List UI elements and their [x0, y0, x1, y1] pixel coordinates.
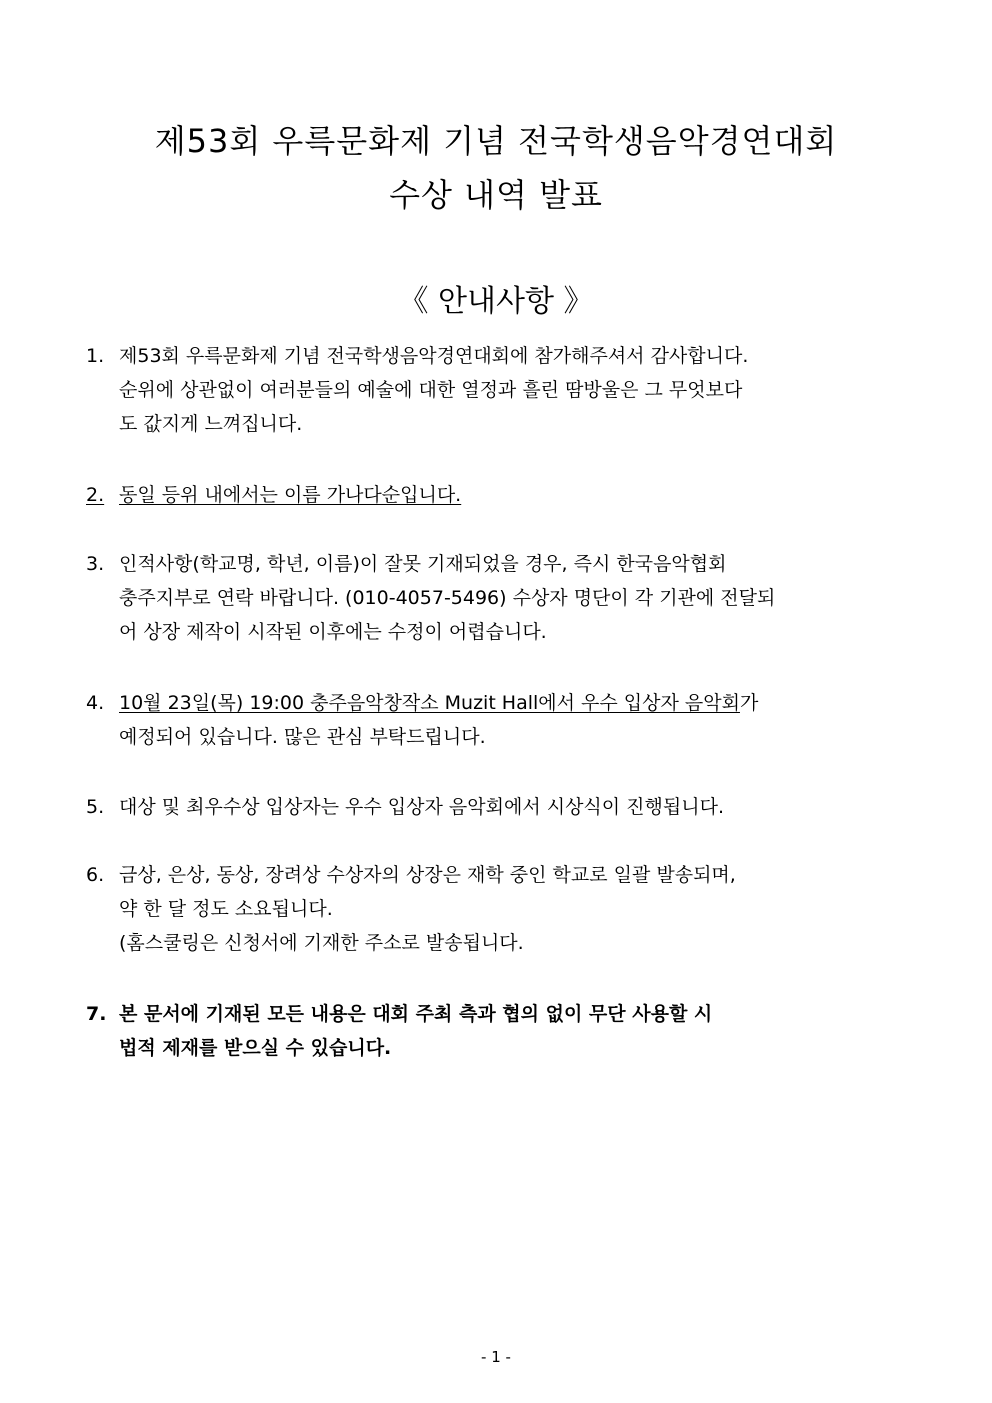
item-number: 3.: [86, 553, 105, 575]
underlined-text: 동일 등위 내에서는 이름 가나다순입니다.: [119, 484, 462, 506]
item-number: 1.: [86, 345, 105, 367]
document-title-line-2: 수상 내역 발표: [389, 176, 603, 214]
notice-item-3: [86, 547, 916, 649]
item-line: 도 값지게 느껴집니다.: [119, 413, 303, 435]
notice-item-4: [86, 686, 916, 754]
notice-item-2: [86, 478, 916, 512]
item-number: 7.: [86, 1003, 107, 1025]
item-number: 2.: [86, 484, 105, 506]
notice-heading: 《 안내사항 》: [398, 284, 594, 319]
item-number: 6.: [86, 864, 105, 886]
item-line: [86, 478, 916, 512]
item-line: 제53회 우륵문화제 기념 전국학생음악경연대회에 참가해주셔서 감사합니다.: [119, 345, 749, 367]
item-line: 인적사항(학교명, 학년, 이름)이 잘못 기재되었을 경우, 즉시 한국음악협회: [119, 553, 727, 575]
underlined-text: 10월 23일(목) 19:00 충주음악창작소 Muzit Hall에서 우수 입상자 음악회: [119, 692, 740, 714]
item-line: 대상 및 최우수상 입상자는 우수 입상자 음악회에서 시상식이 진행됩니다.: [119, 796, 724, 818]
item-line: 충주지부로 연락 바랍니다. (010-4057-5496) 수상자 명단이 각 기관에 전달되: [119, 587, 776, 609]
item-line: (홈스쿨링은 신청서에 기재한 주소로 발송됩니다.: [119, 932, 524, 954]
item-number: 5.: [86, 796, 105, 818]
document-title-line-1: 제53회 우륵문화제 기념 전국학생음악경연대회: [154, 122, 838, 160]
item-number: 4.: [86, 692, 105, 714]
item-line: 약 한 달 정도 소요됩니다.: [119, 898, 333, 920]
notice-item-6: [86, 858, 916, 960]
item-line: 본 문서에 기재된 모든 내용은 대회 주최 측과 협의 없이 무단 사용할 시: [119, 1003, 713, 1025]
notice-item-7: [86, 997, 916, 1065]
item-line: 순위에 상관없이 여러분들의 예술에 대한 열정과 흘린 땀방울은 그 무엇보다: [119, 379, 743, 401]
notice-item-5: [86, 790, 916, 824]
item-line: 예정되어 있습니다. 많은 관심 부탁드립니다.: [119, 726, 486, 748]
item-text: 가: [739, 692, 759, 714]
item-line: [86, 686, 916, 720]
item-line: 법적 제재를 받으실 수 있습니다.: [119, 1037, 392, 1059]
page-number: - 1 -: [481, 1348, 511, 1366]
item-line: 금상, 은상, 동상, 장려상 수상자의 상장은 재학 중인 학교로 일괄 발송되며,: [119, 864, 736, 886]
item-line: 어 상장 제작이 시작된 이후에는 수정이 어렵습니다.: [119, 621, 547, 643]
notice-item-1: [86, 339, 916, 441]
